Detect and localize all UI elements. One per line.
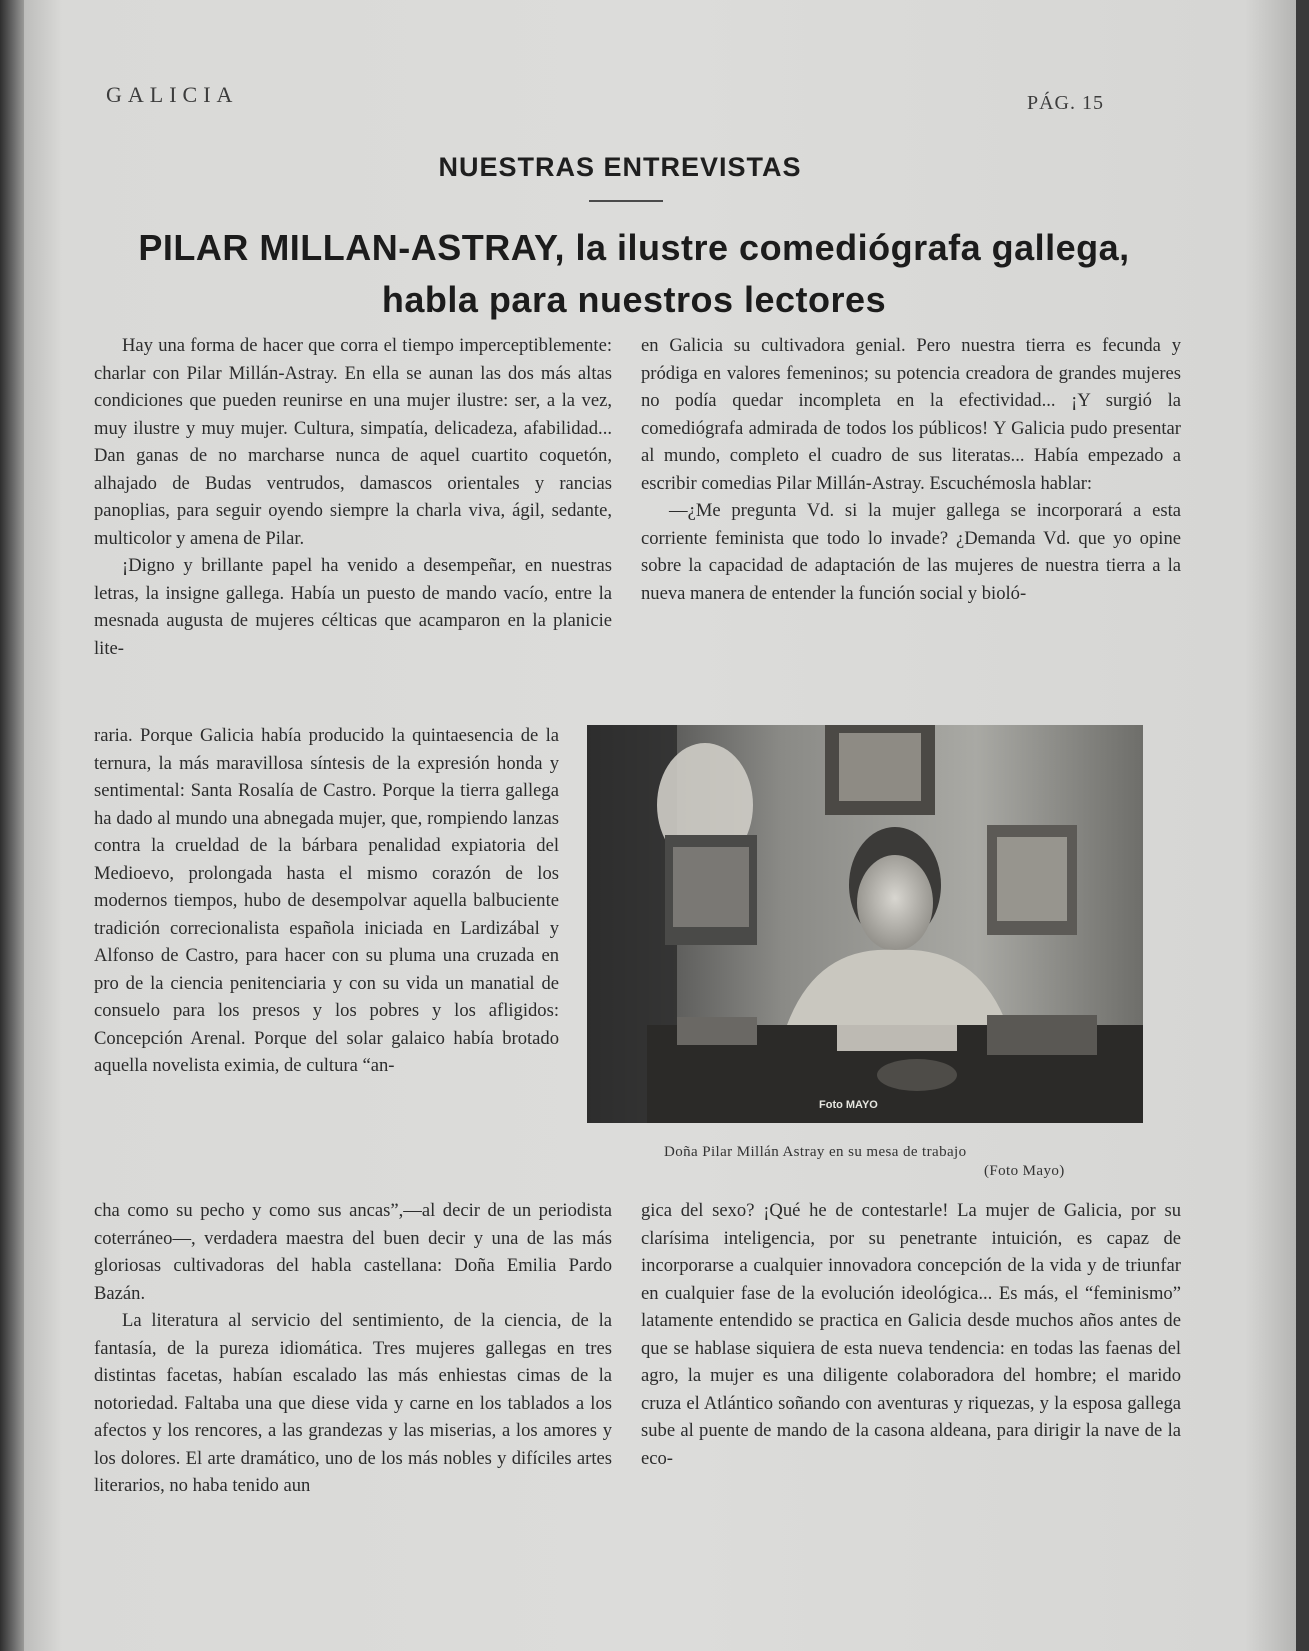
photo-caption — [664, 1143, 1124, 1181]
headline-line-1: PILAR MILLAN-ASTRAY, la ilustre comediógrafa gallega, — [138, 227, 1130, 268]
page-number: PÁG. 15 — [1026, 92, 1104, 114]
paragraph: cha como su pecho y como sus ancas”,—al decir de un periodista coterráneo—, verdadera maestra del buen decir y una de las más gloriosas cultivadoras del habla castellana: Doña Emilia Pardo Bazán. — [94, 1200, 612, 1304]
paragraph: Hay una forma de hacer que corra el tiempo imperceptiblemente: charlar con Pilar Millán-Astray. En ella se aunan las dos más altas condiciones que pueden reunirse en una mujer ilustre: ser, a la vez, muy ilustre y muy mujer. Cultura, simpatía, delicadeza, afabilidad... Dan ganas de no marcharse nunca de aquel cuartito coquetón, alhajado de Budas ventrudos, damascos orientales y rancias panoplias, para seguir oyendo siempre la charla viva, ágil, sedante, multicolor y amena de Pilar. — [94, 335, 612, 549]
running-head: GALICIA — [106, 82, 239, 107]
portrait-photo — [587, 725, 1143, 1123]
left-column-bottom — [94, 1197, 612, 1500]
paragraph: gica del sexo? ¡Qué he de contestarle! La mujer de Galicia, por su clarísima inteligencia, por su penetrante intuición, es capaz de incorporarse a cualquier innovadora concepción de la vida y de triunfar en cualquier fase de la evolución ideológica... Es más, el “feminismo” latamente entendido se practica en Galicia desde muchos años antes de que se hablase siquiera de esta nueva tendencia: en todas las faenas del agro, la mujer es una diligente colaboradora del hombre; el marido cruza el Atlántico soñando con aventuras y riquezas, y la esposa gallega sube al puente de mando de la casona aldeana, para dirigir la nave de la eco- — [641, 1200, 1181, 1469]
caption-line-2: (Foto Mayo) — [984, 1163, 1065, 1179]
section-title: NUESTRAS ENTREVISTAS — [438, 152, 802, 182]
paragraph: en Galicia su cultivadora genial. Pero nuestra tierra es fecunda y pródiga en valores femeninos; su potencia creadora de grandes mujeres no podía quedar incompleta en la efectividad... ¡Y surgió la comediógrafa admirada de todos los públicos! Y Galicia pudo presentar al mundo, completo el cuadro de sus literatas... Había empezado a escribir comedias Pilar Millán-Astray. Escuchémosla hablar: — [641, 335, 1181, 494]
paragraph: La literatura al servicio del sentimiento, de la ciencia, de la fantasía, de la pureza idiomática. Tres mujeres gallegas en tres distintas facetas, habían escalado las más enhiestas cimas de la notoriedad. Faltaba una que diese vida y carne en los tablados a los afectos y los rencores, a las grandezas y las miserias, a los amores y los dolores. El arte dramático, uno de los más nobles y difíciles artes literarios, no haba tenido aun — [94, 1310, 612, 1496]
paragraph: —¿Me pregunta Vd. si la mujer gallega se incorporará a esta corriente feminista que todo lo invade? ¿Demanda Vd. que yo opine sobre la capacidad de adaptación de las mujeres de nuestra tierra a la nueva manera de entender la función social y bioló- — [641, 500, 1181, 604]
photo-credit: Foto MAYO — [819, 1099, 878, 1111]
book-gutter — [0, 0, 24, 1651]
right-column-top — [641, 332, 1181, 607]
left-column-top — [94, 332, 612, 662]
article-headline — [64, 222, 1204, 326]
right-column-bottom — [641, 1197, 1181, 1472]
left-column-narrow — [94, 722, 559, 1080]
caption-line-1: Doña Pilar Millán Astray en su mesa de trabajo — [664, 1144, 967, 1160]
magazine-page — [24, 0, 1296, 1651]
headline-line-2: habla para nuestros lectores — [381, 279, 887, 320]
title-divider — [589, 200, 663, 202]
paragraph: raria. Porque Galicia había producido la quintaesencia de la ternura, la más maravillosa síntesis de la expresión honda y sentimental: Santa Rosalía de Castro. Porque la tierra gallega ha dado al mundo una abnegada mujer, que, rompiendo lanzas contra la crueldad de la bárbara penalidad expiatoria del Medioevo, prolongada hasta el mismo corazón de los modernos tiempos, hubo de desempolvar aquella balbuciente tradición correcionalista española iniciada en Lardizábal y Alfonso de Castro, para hacer con su pluma una cruzada en pro de la ciencia penitenciaria y con su vida un manatial de consuelo para los presos y los pobres y los afligidos: Concepción Arenal. Porque del solar galaico había brotado aquella novelista eximia, de cultura “an- — [94, 725, 559, 1076]
paragraph: ¡Digno y brillante papel ha venido a desempeñar, en nuestras letras, la insigne gallega. Había un puesto de mando vacío, entre la mesnada augusta de mujeres célticas que acamparon en la planicie lite- — [94, 555, 612, 659]
